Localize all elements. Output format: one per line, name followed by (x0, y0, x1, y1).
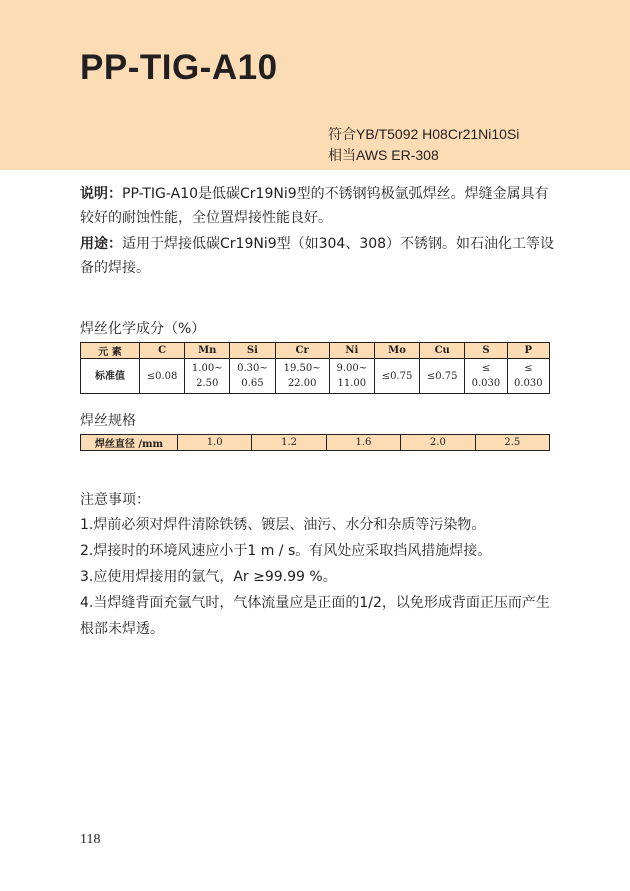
element-ni: Ni (329, 343, 374, 359)
chemistry-header-row (81, 343, 550, 359)
element-c: C (140, 343, 185, 359)
diameter-value: 2.0 (401, 435, 475, 451)
value-c: ≤0.08 (140, 359, 185, 394)
note-item: 4.当焊缝背面充氩气时，气体流量应是正面的1/2，以免形成背面正压而产生根部未焊透。 (80, 595, 550, 637)
note-item: 2.焊接时的环境风速应小于1 m / s。有风处应采取挡风措施焊接。 (80, 543, 492, 559)
note-item: 3.应使用焊接用的氩气，Ar ≥99.99 %。 (80, 569, 337, 585)
diameter-value: 1.0 (178, 435, 252, 451)
value-cr: 19.50~ 22.00 (275, 359, 329, 394)
note-item: 1.焊前必须对焊件清除铁锈、镀层、油污、水分和杂质等污染物。 (80, 517, 486, 533)
usage-paragraph (80, 232, 560, 280)
diameter-label: 焊丝直径 /mm (81, 435, 178, 451)
element-cu: Cu (420, 343, 465, 359)
element-p: P (507, 343, 549, 359)
diameter-value: 1.6 (326, 435, 400, 451)
element-header-label: 元 素 (81, 343, 140, 359)
value-s: ≤ 0.030 (465, 359, 507, 394)
chemistry-value-row (81, 359, 550, 394)
value-mo: ≤0.75 (374, 359, 419, 394)
description-label: 说明： (80, 186, 122, 202)
chemistry-heading: 焊丝化学成分（%） (80, 321, 206, 337)
element-mo: Mo (374, 343, 419, 359)
element-mn: Mn (185, 343, 230, 359)
description-text: PP-TIG-A10是低碳Cr19Ni9型的不锈钢钨极氩弧焊丝。焊缝金属具有较好的耐蚀性能，全位置焊接性能良好。 (80, 186, 549, 226)
diameter-value: 1.2 (252, 435, 326, 451)
element-cr: Cr (275, 343, 329, 359)
value-mn: 1.00~ 2.50 (185, 359, 230, 394)
page-number: 118 (80, 832, 101, 847)
diameter-value: 2.5 (475, 435, 549, 451)
value-cu: ≤0.75 (420, 359, 465, 394)
notes-list (80, 512, 560, 642)
value-ni: 9.00~ 11.00 (329, 359, 374, 394)
usage-text: 适用于焊接低碳Cr19Ni9型（如304、308）不锈钢。如石油化工等设备的焊接。 (80, 236, 555, 276)
spec-table (80, 434, 550, 451)
standard-value-label: 标准值 (81, 359, 140, 394)
usage-label: 用途： (80, 236, 122, 252)
value-p: ≤ 0.030 (507, 359, 549, 394)
element-s: S (465, 343, 507, 359)
value-si: 0.30~ 0.65 (230, 359, 275, 394)
chemistry-table (80, 342, 550, 394)
spec-heading: 焊丝规格 (80, 413, 136, 429)
description-paragraph (80, 182, 560, 230)
standard-compliance: 符合YB/T5092 H08Cr21Ni10Si (328, 126, 520, 142)
product-title: PP-TIG-A10 (80, 48, 278, 87)
header-band (0, 0, 630, 170)
notes-heading: 注意事项： (80, 492, 150, 508)
standard-equivalent: 相当AWS ER-308 (328, 147, 439, 163)
element-si: Si (230, 343, 275, 359)
spec-row (81, 435, 550, 451)
